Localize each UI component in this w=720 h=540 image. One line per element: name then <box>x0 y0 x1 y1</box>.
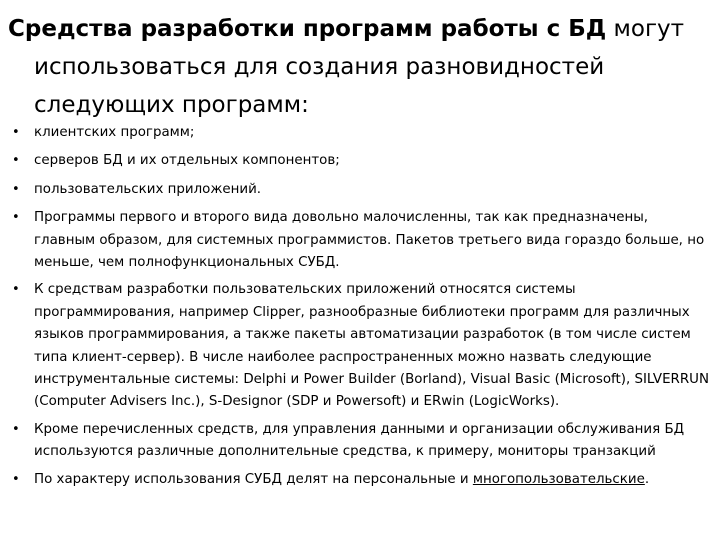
list-item-text: Кроме перечисленных средств, для управления данными и организации обслуживания БД используются различные дополнительные средства, к примеру, мониторы транзакций <box>34 421 685 460</box>
bullet-icon: • <box>12 471 20 487</box>
list-item-text: По характеру использования СУБД делят на персональные и <box>34 471 473 487</box>
list-item-text: Программы первого и второго вида довольно малочисленны, так как предназначены, главным образом, для системных программистов. Пакетов третьего вида гораздо больше, но меньше, чем полнофункциональных СУБД. <box>34 210 705 271</box>
list-item <box>10 179 710 201</box>
multiuser-link[interactable]: многопользовательские <box>472 471 645 487</box>
bullet-icon: • <box>12 125 20 140</box>
list-item <box>10 150 710 172</box>
list-item <box>10 469 710 491</box>
heading-bold-text: Средства разработки программ работы с БД <box>8 16 607 42</box>
list-item-text: серверов БД и их отдельных компонентов; <box>34 153 340 169</box>
list-item <box>10 279 710 413</box>
list-item-text: клиентских программ; <box>34 125 195 140</box>
bullet-list <box>10 122 710 496</box>
slide-heading <box>8 10 720 124</box>
bullet-icon: • <box>12 153 20 169</box>
list-item <box>10 419 710 464</box>
heading-text: могут использоваться для создания разновидностей следующих программ: <box>34 16 685 118</box>
bullet-icon: • <box>12 282 20 298</box>
list-item <box>10 207 710 274</box>
bullet-icon: • <box>12 210 20 226</box>
bullet-icon: • <box>12 181 20 197</box>
list-item-text: пользовательских приложений. <box>34 181 262 197</box>
list-item-tail: . <box>644 471 650 487</box>
list-item-text: К средствам разработки пользовательских приложений относятся системы программирования, например Clipper, разнообразные библиотеки программ для различных языков программирования, а также пакеты автоматизации разработок (в том числе систем типа клиент-сервер). В числе наиболее распространенных можно назвать следующие инструментальные системы: Delphi и Power Builder (Borland), Visual Basic (Microsoft), SILVERRUN (Computer Advisers Inc.), S-Designor (SDP и Powersoft) и ERwin (LogicWorks). <box>34 282 709 410</box>
bullet-icon: • <box>12 421 20 437</box>
list-item <box>10 122 710 144</box>
